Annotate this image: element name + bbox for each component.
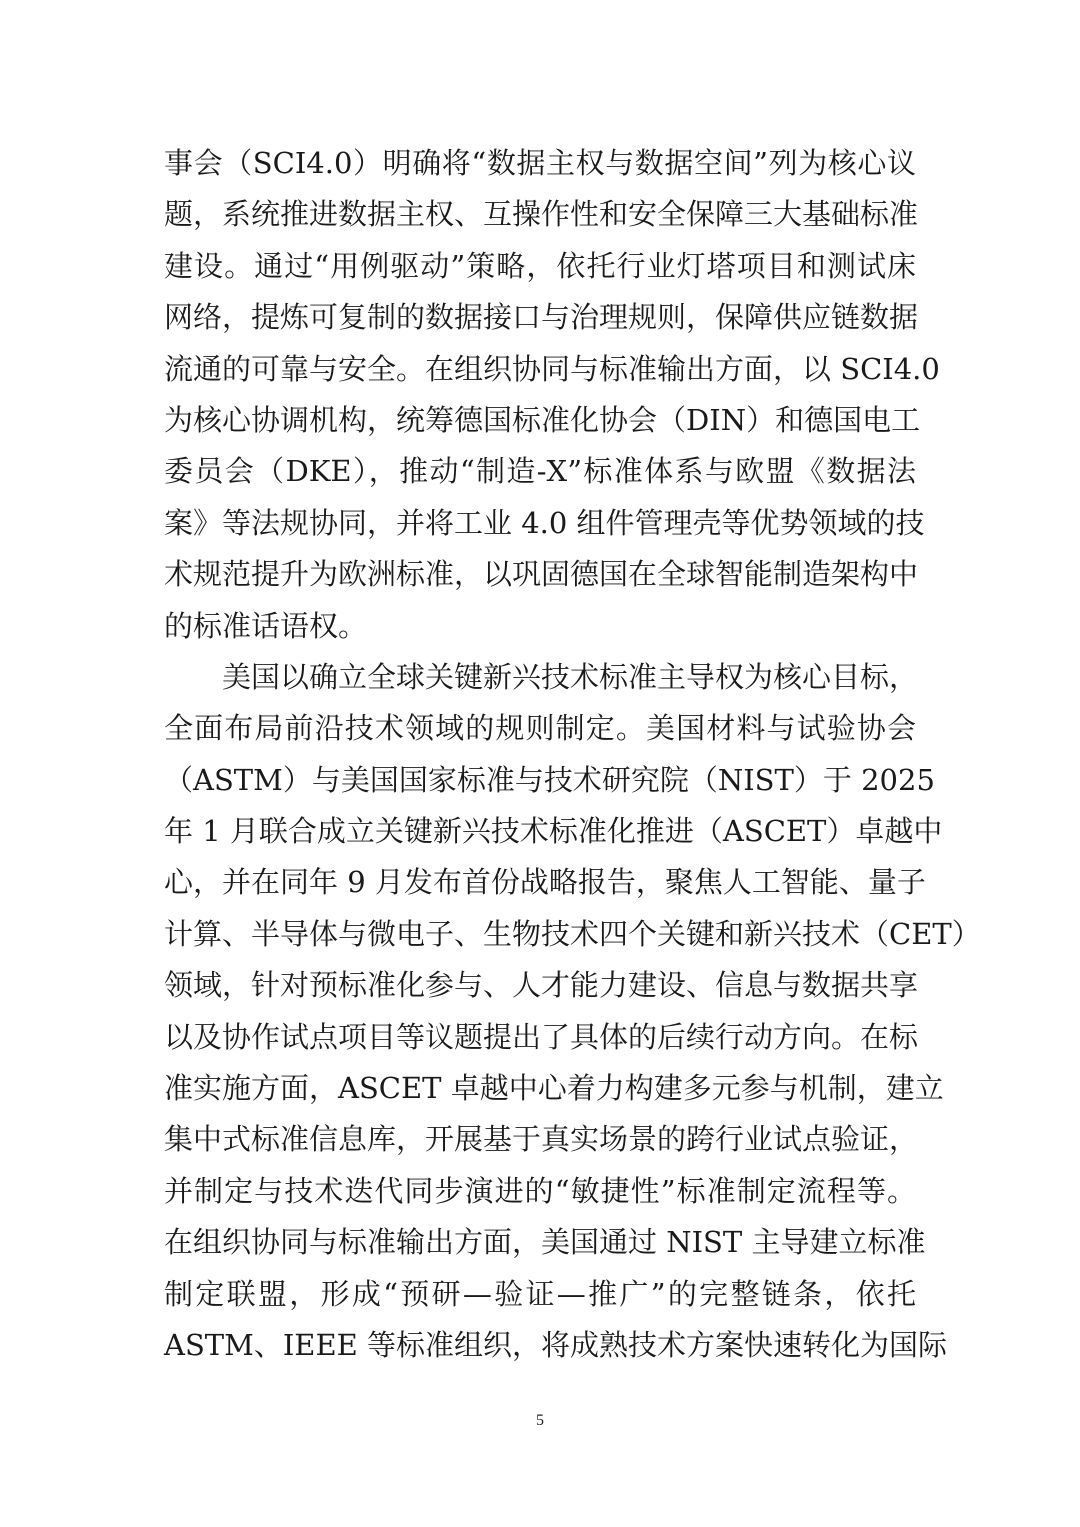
text-line: 并制定与技术迭代同步演进的“敏捷性”标准制定流程等。 xyxy=(164,1173,916,1208)
text-line: 以及协作试点项目等议题提出了具体的后续行动方向。在标 xyxy=(164,1019,919,1054)
text-line: 年 1 月联合成立关键新兴技术标准化推进（ASCET）卓越中 xyxy=(164,814,943,849)
text-line: 为核心协调机构，统筹德国标准化协会（DIN）和德国电工 xyxy=(164,402,921,437)
text-line: 术规范提升为欧洲标准，以巩固德国在全球智能制造架构中 xyxy=(164,557,919,592)
text-line: 案》等法规协同，并将工业 4.0 组件管理壳等优势领域的技 xyxy=(164,505,925,540)
text-line: 网络，提炼可复制的数据接口与治理规则，保障供应链数据 xyxy=(164,300,919,335)
text-line: 准实施方面，ASCET 卓越中心着力构建多元参与机制，建立 xyxy=(164,1071,944,1106)
text-line: 计算、半导体与微电子、生物技术四个关键和新兴技术（CET） xyxy=(164,916,981,951)
text-line: 流通的可靠与安全。在组织协同与标准输出方面，以 SCI4.0 xyxy=(164,351,940,386)
text-line: 领域，针对预标准化参与、人才能力建设、信息与数据共享 xyxy=(164,968,919,1003)
text-line: 集中式标准信息库，开展基于真实场景的跨行业试点验证， xyxy=(164,1122,919,1157)
text-line: （ASTM）与美国国家标准与技术研究院（NIST）于 2025 xyxy=(164,762,935,797)
text-line: 的标准话语权。 xyxy=(164,608,368,643)
text-line: 事会（SCI4.0）明确将“数据主权与数据空间”列为核心议 xyxy=(164,146,916,180)
text-line: 建设。通过“用例驱动”策略，依托行业灯塔项目和测试床 xyxy=(164,248,916,283)
text-line: 制定联盟，形成“预研—验证—推广”的完整链条，依托 xyxy=(164,1276,916,1311)
text-line: ASTM、IEEE 等标准组织，将成熟技术方案快速转化为国际 xyxy=(164,1327,948,1362)
text-line: 全面布局前沿技术领域的规则制定。美国材料与试验协会 xyxy=(164,711,916,746)
text-line: 委员会（DKE），推动“制造-X”标准体系与欧盟《数据法 xyxy=(164,454,916,489)
paragraph-first-line: 美国以确立全球关键新兴技术标准主导权为核心目标， xyxy=(222,659,919,694)
page-number: 5 xyxy=(536,1412,544,1429)
text-line: 在组织协同与标准输出方面，美国通过 NIST 主导建立标准 xyxy=(164,1225,926,1260)
body-text xyxy=(164,138,981,1371)
text-line: 题，系统推进数据主权、互操作性和安全保障三大基础标准 xyxy=(164,197,919,232)
text-line: 心，并在同年 9 月发布首份战略报告，聚焦人工智能、量子 xyxy=(164,865,926,900)
